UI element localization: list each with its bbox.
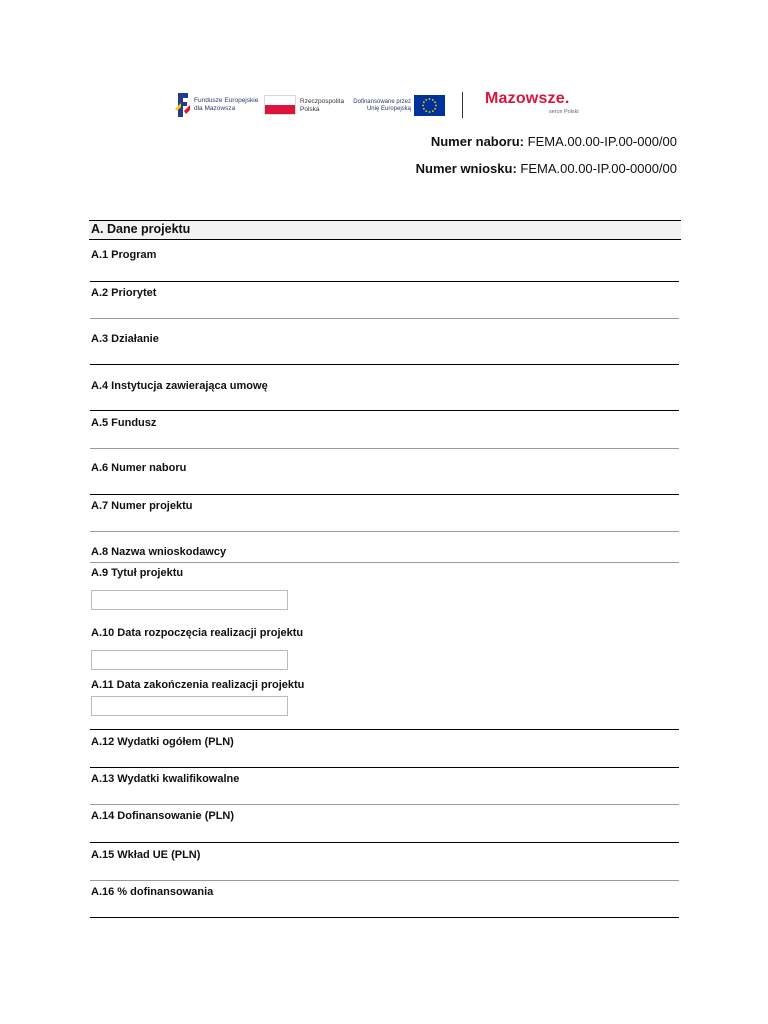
mazowsze-wordmark: Mazowsze. [485,90,570,107]
divider [90,364,679,365]
numer-wniosku [416,161,677,176]
field-a12-wydatki-ogolem: A.12 Wydatki ogółem (PLN) [91,736,234,748]
field-a15-wklad-ue: A.15 Wkład UE (PLN) [91,849,201,861]
divider [90,281,679,282]
rzeczpospolita-polska-logo [264,91,354,119]
field-a7-numer-projektu: A.7 Numer projektu [91,500,193,512]
numer-naboru-label: Numer naboru: [430,134,525,149]
pl-logo-line2: Polska [300,105,320,113]
numer-wniosku-label: Numer wniosku: [415,161,517,176]
polish-flag-icon [264,95,296,115]
numer-naboru-value: FEMA.00.00-IP.00-000/00 [527,134,677,149]
fe-logo-line1: Fundusze Europejskie [194,97,259,104]
field-a5-fundusz: A.5 Fundusz [91,417,157,429]
field-a6-numer-naboru: A.6 Numer naboru [91,462,187,474]
divider [90,410,679,411]
divider [90,917,679,918]
divider [90,880,679,881]
field-a1-program: A.1 Program [91,249,157,261]
logo-separator [462,92,463,118]
field-a4-instytucja: A.4 Instytucja zawierająca umowę [91,380,268,392]
field-a13-wydatki-kwalifikowalne: A.13 Wydatki kwalifikowalne [91,773,240,785]
eu-flag-icon [414,95,445,116]
mazowsze-tagline: serce Polski [549,109,579,115]
section-title: A. Dane projektu [91,222,191,236]
logo-strip [175,88,595,122]
field-a14-dofinansowanie: A.14 Dofinansowanie (PLN) [91,810,235,822]
divider [90,842,679,843]
tytul-projektu-input[interactable] [91,590,288,610]
fe-logo-line2: dla Mazowsza [194,104,236,112]
data-rozpoczecia-input[interactable] [91,650,288,670]
field-a11-data-zakonczenia: A.11 Data zakończenia realizacji projektu [91,679,305,691]
pl-logo-line1: Rzeczpospolita [300,98,345,105]
divider [90,562,679,563]
data-zakonczenia-input[interactable] [91,696,288,716]
field-a9-tytul-projektu: A.9 Tytuł projektu [91,567,184,579]
numer-naboru [431,134,677,149]
section-header [89,220,681,240]
field-a10-data-rozpoczecia: A.10 Data rozpoczęcia realizacji projektu [91,627,304,639]
field-a8-nazwa-wnioskodawcy: A.8 Nazwa wnioskodawcy [91,546,227,558]
divider [90,729,679,730]
fundusze-europejskie-logo [175,91,263,119]
eu-funding-logo [353,91,449,119]
fe-mark-icon [175,91,191,119]
field-a3-dzialanie: A.3 Działanie [91,333,159,345]
mazowsze-logo [485,90,595,120]
divider [90,531,679,532]
divider [90,494,679,495]
eu-logo-line1: Dofinansowane przez [353,99,411,105]
field-a16-procent-dofinansowania: A.16 % dofinansowania [91,886,214,898]
divider [90,318,679,319]
divider [90,804,679,805]
numer-wniosku-value: FEMA.00.00-IP.00-0000/00 [520,161,677,176]
field-a2-priorytet: A.2 Priorytet [91,287,157,299]
divider [90,448,679,449]
divider [90,767,679,768]
eu-logo-line2: Unię Europejską [366,106,411,112]
